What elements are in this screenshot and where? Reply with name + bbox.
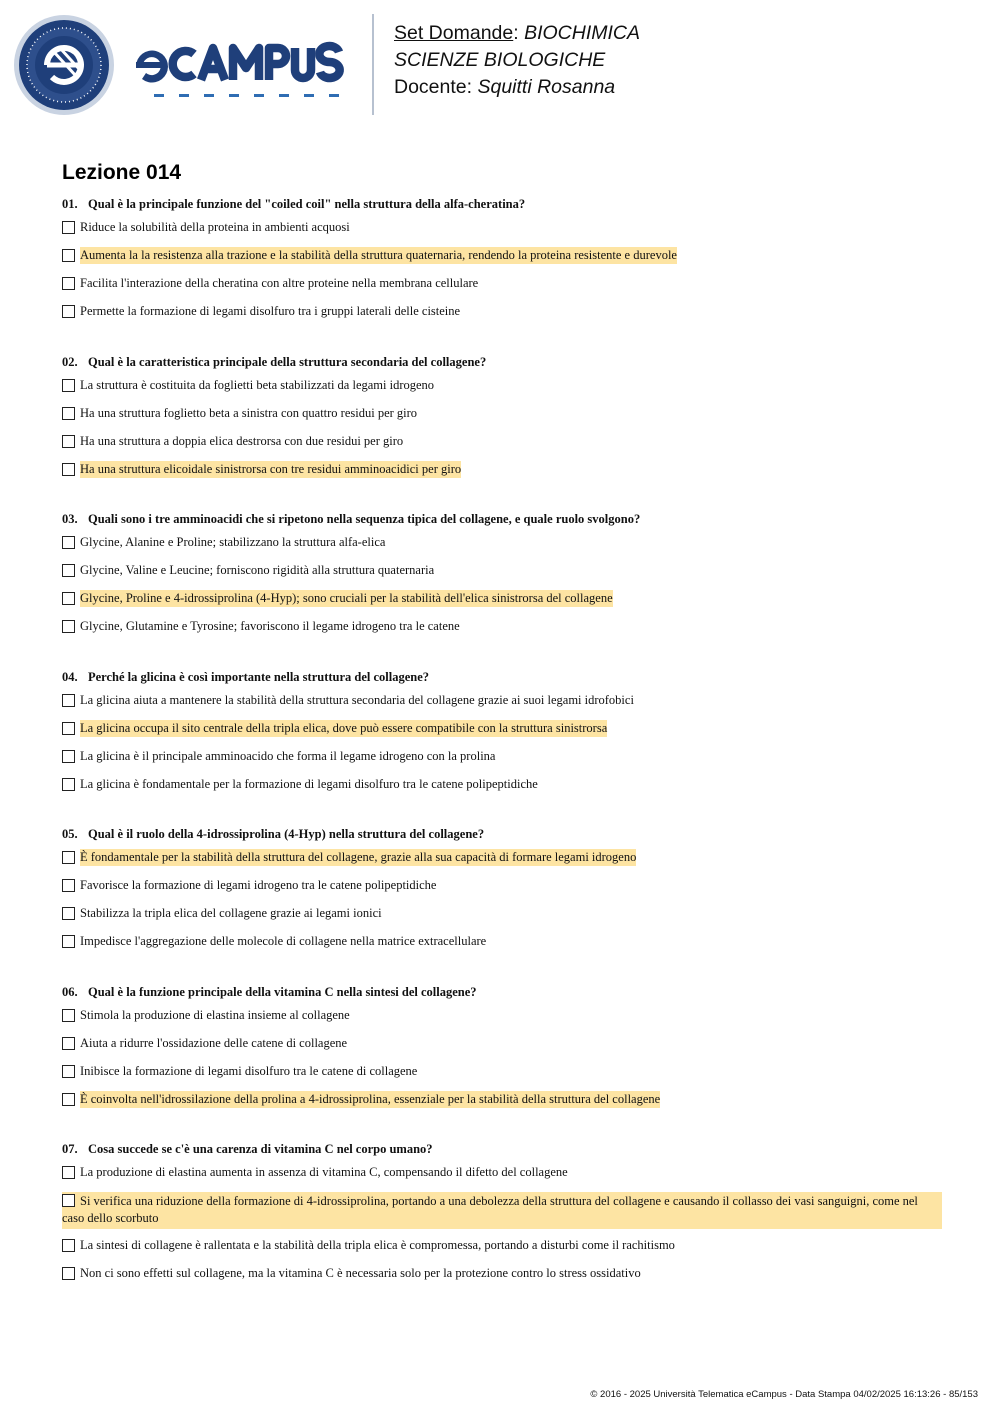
- course-name: SCIENZE BIOLOGICHE: [394, 49, 606, 71]
- answer-option: [62, 433, 942, 461]
- answer-option: [62, 748, 942, 776]
- course-line: [394, 47, 640, 74]
- teacher-label: Docente:: [394, 76, 473, 98]
- answer-option: [62, 1007, 942, 1035]
- question-number: 01.: [62, 197, 78, 211]
- answer-text: Glycine, Alanine e Proline; stabilizzano la struttura alfa-elica: [80, 535, 386, 549]
- set-value: BIOCHIMICA: [524, 22, 641, 44]
- answer-option: [62, 905, 942, 933]
- question-title: [62, 669, 942, 685]
- question-text: Qual è la funzione principale della vitamina C nella sintesi del collagene?: [88, 984, 477, 999]
- answer-text: Aumenta la la resistenza alla trazione e la stabilità della struttura quaternaria, rendendo la proteina resistente e durevole: [80, 248, 677, 262]
- answer-option-correct: [62, 461, 942, 489]
- question-number: 04.: [62, 669, 78, 684]
- answer-option: [62, 377, 942, 405]
- question-number: 07.: [62, 1142, 78, 1156]
- answer-checkbox[interactable]: [62, 879, 75, 892]
- answer-option: [62, 562, 942, 590]
- answer-option-correct: [62, 1091, 942, 1119]
- question-number: 05.: [62, 827, 78, 841]
- answer-text: Permette la formazione di legami disolfuro tra i gruppi laterali delle cisteine: [80, 304, 461, 318]
- answer-option: [62, 1063, 942, 1091]
- set-label: Set Domande: [394, 22, 514, 44]
- answer-checkbox[interactable]: [62, 1093, 75, 1106]
- answer-option: [62, 1164, 942, 1192]
- question-title: [62, 826, 942, 842]
- answer-option: [62, 219, 942, 247]
- question-text: Qual è la caratteristica principale della struttura secondaria del collagene?: [88, 354, 487, 369]
- answer-text: È coinvolta nell'idrossilazione della prolina a 4-idrossiprolina, essenziale per la stabilità della struttura del collagene: [80, 1091, 661, 1106]
- answer-option: [62, 776, 942, 804]
- answer-text: Ha una struttura a doppia elica destrorsa con due residui per giro: [80, 433, 404, 448]
- answer-text: Facilita l'interazione della cheratina con altre proteine nella membrana cellulare: [80, 276, 479, 290]
- answer-option: [62, 405, 942, 433]
- answer-checkbox[interactable]: [62, 620, 75, 633]
- answer-text: Si verifica una riduzione della formazione di 4-idrossiprolina, portando a una debolezza della struttura del collagene e causando il collasso dei vasi sanguigni, come nel caso dello scorbuto: [62, 1192, 942, 1229]
- answer-option-correct: [62, 849, 942, 877]
- answer-checkbox[interactable]: [62, 694, 75, 707]
- answer-text: Riduce la solubilità della proteina in ambienti acquosi: [80, 220, 350, 234]
- answer-text: La struttura è costituita da foglietti beta stabilizzati da legami idrogeno: [80, 377, 435, 392]
- answer-checkbox[interactable]: [62, 305, 75, 318]
- answer-text: Glycine, Glutamine e Tyrosine; favoriscono il legame idrogeno tra le catene: [80, 619, 460, 633]
- question-title: [62, 1141, 942, 1157]
- question-block: [62, 984, 942, 1119]
- answer-text: Favorisce la formazione di legami idrogeno tra le catene polipeptidiche: [80, 878, 437, 892]
- answer-checkbox[interactable]: [62, 564, 75, 577]
- answer-option: [62, 692, 942, 720]
- question-text: Qual è il ruolo della 4-idrossiprolina (4-Hyp) nella struttura del collagene?: [88, 827, 485, 841]
- answer-option: [62, 618, 942, 646]
- question-number: 06.: [62, 984, 78, 999]
- question-number: 02.: [62, 354, 78, 369]
- answer-checkbox[interactable]: [62, 1009, 75, 1022]
- answer-checkbox[interactable]: [62, 935, 75, 948]
- answer-text: Glycine, Proline e 4-idrossiprolina (4-Hyp); sono cruciali per la stabilità dell'elica sinistrorsa del collagene: [80, 591, 613, 605]
- answer-text: Non ci sono effetti sul collagene, ma la vitamina C è necessaria solo per la protezione contro lo stress ossidativo: [80, 1266, 641, 1280]
- question-title: [62, 984, 942, 1000]
- answer-checkbox[interactable]: [62, 1194, 75, 1207]
- answer-checkbox[interactable]: [62, 536, 75, 549]
- answer-checkbox[interactable]: [62, 778, 75, 791]
- answer-text: La sintesi di collagene è rallentata e la stabilità della tripla elica è compromessa, portando a disturbi come il rachitismo: [80, 1238, 675, 1252]
- answer-text: La glicina aiuta a mantenere la stabilità della struttura secondaria del collagene grazie ai suoi legami idrofobici: [80, 692, 634, 707]
- answer-text: Stabilizza la tripla elica del collagene grazie ai legami ionici: [80, 906, 382, 920]
- question-block: [62, 196, 942, 331]
- question-block: [62, 511, 942, 646]
- answer-text: Ha una struttura foglietto beta a sinistra con quattro residui per giro: [80, 405, 418, 420]
- answer-text: La glicina occupa il sito centrale della tripla elica, dove può essere compatibile con la struttura sinistrorsa: [80, 720, 608, 735]
- answer-text: Ha una struttura elicoidale sinistrorsa con tre residui amminoacidici per giro: [80, 461, 462, 476]
- answer-checkbox[interactable]: [62, 1267, 75, 1280]
- question-block: [62, 1141, 942, 1293]
- answer-checkbox[interactable]: [62, 1065, 75, 1078]
- ecampus-logo: [14, 14, 359, 116]
- answer-checkbox[interactable]: [62, 592, 75, 605]
- answer-checkbox[interactable]: [62, 249, 75, 262]
- answer-checkbox[interactable]: [62, 407, 75, 420]
- page-header: [0, 0, 1000, 130]
- answer-option: [62, 303, 942, 331]
- teacher-line: [394, 74, 640, 101]
- answer-checkbox[interactable]: [62, 435, 75, 448]
- question-block: [62, 354, 942, 489]
- answer-option: [62, 1265, 942, 1293]
- answer-checkbox[interactable]: [62, 722, 75, 735]
- answer-checkbox[interactable]: [62, 277, 75, 290]
- answer-option: [62, 877, 942, 905]
- set-line: Set Domande: BIOCHIMICA: [394, 22, 641, 44]
- question-title: [62, 354, 942, 370]
- answer-text: La produzione di elastina aumenta in assenza di vitamina C, compensando il difetto del collagene: [80, 1165, 568, 1179]
- header-info: [394, 20, 640, 101]
- answer-checkbox[interactable]: [62, 907, 75, 920]
- answer-text: Aiuta a ridurre l'ossidazione delle catene di collagene: [80, 1035, 348, 1050]
- answer-text: La glicina è il principale amminoacido che forma il legame idrogeno con la prolina: [80, 748, 496, 763]
- teacher-name: Squitti Rosanna: [477, 76, 616, 98]
- question-text: Perché la glicina è così importante nella struttura del collagene?: [88, 669, 430, 684]
- answer-text: Glycine, Valine e Leucine; forniscono rigidità alla struttura quaternaria: [80, 563, 435, 577]
- question-title: [62, 196, 942, 212]
- question-text: Quali sono i tre amminoacidi che si ripetono nella sequenza tipica del collagene, e quale ruolo svolgono?: [88, 512, 641, 526]
- answer-option-correct: [62, 590, 942, 618]
- question-number: 03.: [62, 512, 78, 526]
- answer-option: [62, 933, 942, 961]
- answer-checkbox[interactable]: [62, 379, 75, 392]
- question-title: [62, 511, 942, 527]
- answer-text: La glicina è fondamentale per la formazione di legami disolfuro tra le catene polipeptidiche: [80, 776, 538, 791]
- ecampus-logo-graphic: [14, 14, 359, 116]
- answer-text: Inibisce la formazione di legami disolfuro tra le catene di collagene: [80, 1063, 418, 1078]
- question-list: [62, 196, 942, 1316]
- question-block: [62, 669, 942, 804]
- answer-checkbox[interactable]: [62, 750, 75, 763]
- answer-text: Stimola la produzione di elastina insieme al collagene: [80, 1007, 350, 1022]
- answer-option: [62, 1237, 942, 1265]
- page-footer: © 2016 - 2025 Università Telematica eCampus - Data Stampa 04/02/2025 16:13:26 - 85/153: [590, 1389, 978, 1400]
- answer-checkbox[interactable]: [62, 463, 75, 476]
- question-text: Cosa succede se c'è una carenza di vitamina C nel corpo umano?: [88, 1142, 433, 1156]
- answer-option-correct: [62, 720, 942, 748]
- answer-checkbox[interactable]: [62, 1037, 75, 1050]
- answer-option: [62, 1035, 942, 1063]
- answer-checkbox[interactable]: [62, 1239, 75, 1252]
- answer-checkbox[interactable]: [62, 1166, 75, 1179]
- answer-text: Impedisce l'aggregazione delle molecole di collagene nella matrice extracellulare: [80, 934, 487, 948]
- question-text: Qual è la principale funzione del "coiled coil" nella struttura della alfa-cheratina?: [88, 197, 526, 211]
- answer-text: È fondamentale per la stabilità della struttura del collagene, grazie alla sua capacità di formare legami idrogeno: [80, 850, 637, 864]
- answer-checkbox[interactable]: [62, 221, 75, 234]
- lesson-title: Lezione 014: [62, 161, 182, 184]
- answer-option-correct: [62, 1192, 942, 1237]
- question-block: [62, 826, 942, 961]
- answer-option-correct: [62, 247, 942, 275]
- answer-option: [62, 275, 942, 303]
- answer-checkbox[interactable]: [62, 851, 75, 864]
- header-divider: [372, 14, 374, 115]
- answer-option: [62, 534, 942, 562]
